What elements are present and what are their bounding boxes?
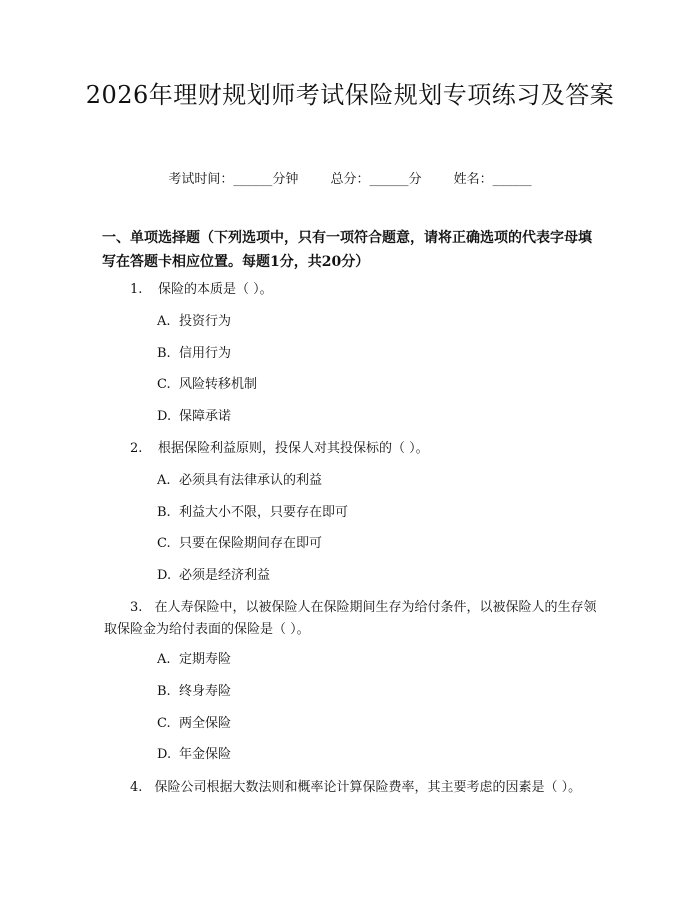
exam-time-field: 考试时间：______分钟: [168, 172, 299, 187]
option-text: 必须是经济利益: [179, 568, 271, 583]
question: [130, 438, 600, 460]
option: [157, 471, 322, 491]
option-text: 风险转移机制: [179, 377, 258, 392]
option-letter: D.: [157, 568, 172, 583]
option-letter: A.: [157, 314, 171, 329]
exam-meta: [0, 168, 700, 187]
option-letter: B.: [157, 346, 171, 361]
question: [104, 777, 584, 799]
question-text: 根据保险利益原则，投保人对其投保标的（ ）。: [158, 441, 429, 456]
option: [157, 682, 231, 702]
question-number: 3.: [130, 600, 143, 615]
option-letter: B.: [157, 684, 171, 699]
option-text: 保障承诺: [179, 409, 232, 424]
option-letter: C.: [157, 716, 171, 731]
option: [157, 407, 231, 427]
option-letter: A.: [157, 473, 171, 488]
option: [157, 714, 231, 734]
option-text: 终身寿险: [179, 684, 232, 699]
name-field: 姓名：______: [453, 172, 532, 187]
option: [157, 375, 257, 395]
question-text: 保险的本质是（ ）。: [158, 282, 273, 297]
option-letter: D.: [157, 409, 172, 424]
option-text: 定期寿险: [179, 652, 232, 667]
option: [157, 745, 231, 765]
option-text: 年金保险: [179, 747, 232, 762]
option-text: 只要在保险期间存在即可: [179, 536, 323, 551]
option-letter: A.: [157, 652, 171, 667]
option-letter: C.: [157, 377, 171, 392]
option-text: 利益大小不限，只要存在即可: [179, 505, 349, 520]
question-text: 保险公司根据大数法则和概率论计算保险费率，其主要考虑的因素是（ ）。: [154, 780, 582, 795]
option-text: 信用行为: [179, 346, 232, 361]
question-number: 1.: [130, 282, 143, 297]
option-letter: C.: [157, 536, 171, 551]
question-number: 2.: [130, 441, 143, 456]
option: [157, 503, 348, 523]
option-letter: B.: [157, 505, 171, 520]
section-heading: 一、单项选择题（下列选项中，只有一项符合题意，请将正确选项的代表字母填写在答题卡相应位置。每题1分，共20分）: [102, 230, 592, 270]
option-text: 必须具有法律承认的利益: [179, 473, 323, 488]
option: [157, 534, 322, 554]
option: [157, 344, 231, 364]
option-text: 投资行为: [179, 314, 232, 329]
question: [104, 597, 604, 641]
option: [157, 650, 231, 670]
option-letter: D.: [157, 747, 172, 762]
option: [157, 566, 270, 586]
question-number: 4.: [130, 780, 143, 795]
question-text: 在人寿保险中，以被保险人在保险期间生存为给付条件，以被保险人的生存领取保险金为给付表面的保险是（ ）。: [104, 600, 597, 637]
total-score-field: 总分：______分: [330, 172, 422, 187]
document-title: 2026年理财规划师考试保险规划专项练习及答案: [85, 81, 615, 109]
option-text: 两全保险: [179, 716, 232, 731]
question: [130, 279, 600, 301]
option: [157, 312, 231, 332]
